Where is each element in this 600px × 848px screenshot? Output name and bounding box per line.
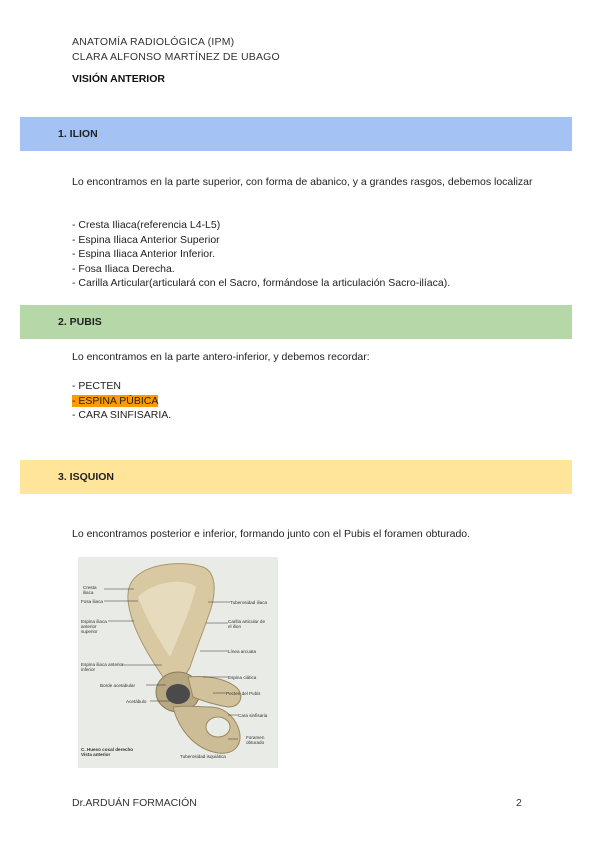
highlighted-text: - ESPINA PÚBICA <box>72 394 159 407</box>
hip-bone-figure <box>78 557 278 768</box>
label-eias: Espina iliaca anterior superior <box>81 619 107 634</box>
label-tuberosidad-iliaca: Tuberosidad iliaca <box>230 600 268 605</box>
label-borde-acetabular: Borde acetabular <box>100 683 135 688</box>
page-number: 2 <box>516 797 522 809</box>
pubis-intro: Lo encontramos en la parte antero-inferior, y debemos recordar: <box>72 351 370 363</box>
list-item <box>72 394 171 409</box>
list-item: - Espina Iliaca Anterior Superior <box>72 233 220 246</box>
label-fosa-iliaca: Fosa iliaca <box>81 599 103 604</box>
footer-organization: Dr.ARDUÁN FORMACIÓN <box>72 797 197 809</box>
isquion-heading: 3. ISQUION <box>58 471 115 483</box>
list-item: - CARA SINFISARIA. <box>72 409 172 421</box>
label-tuberosidad-isquiatica: Tuberosidad isquiática <box>180 754 226 759</box>
list-item: - Cresta Iliaca(referencia L4-L5) <box>72 219 221 231</box>
list-item: - Espina Iliaca Anterior Inferior. <box>72 248 215 260</box>
ilion-intro: Lo encontramos en la parte superior, con forma de abanico, y a grandes rasgos, debemos localizar <box>72 176 533 188</box>
label-eiai: Espina iliaca anterior inferior <box>81 662 124 672</box>
header-line-2: CLARA ALFONSO MARTÍNEZ DE UBAGO <box>72 51 280 63</box>
section-subtitle: VISIÓN ANTERIOR <box>72 73 165 85</box>
pubis-heading-band <box>20 305 572 339</box>
label-acetabulo: Acetábulo <box>126 699 147 704</box>
pubis-heading: 2. PUBIS <box>58 316 102 328</box>
label-cara-sinfisaria: Cara sinfisaria <box>238 713 268 718</box>
ilion-list <box>72 218 450 291</box>
list-item: - Fosa Iliaca Derecha. <box>72 262 175 275</box>
isquion-intro: Lo encontramos posterior e inferior, formando junto con el Pubis el foramen obturado. <box>72 528 471 540</box>
label-linea-arcuata: Línea arcuata <box>228 649 257 654</box>
label-cresta-iliaca: Cresta iliaca <box>83 585 97 595</box>
pubis-list <box>72 379 171 423</box>
header-line-1: ANATOMÍA RADIOLÓGICA (IPM) <box>72 36 235 48</box>
list-item: - Carilla Articular(articulará con el Sacro, formándose la articulación Sacro-ilíaca). <box>72 277 451 289</box>
label-carilla-articular: Carilla articular de el ilion <box>228 619 266 629</box>
label-foramen-obturado: Foramen obturado <box>246 735 265 745</box>
list-item: - PECTEN <box>72 380 122 392</box>
label-espina-ciatica: Espina ciática <box>228 675 257 680</box>
figure-caption: C. Hueso coxal derecho Vista anterior <box>81 747 134 757</box>
label-pecten: Pecten del Pubis <box>226 691 261 696</box>
ilion-heading: 1. ILION <box>58 128 98 140</box>
ilion-heading-band <box>20 117 572 151</box>
isquion-heading-band <box>20 460 572 494</box>
